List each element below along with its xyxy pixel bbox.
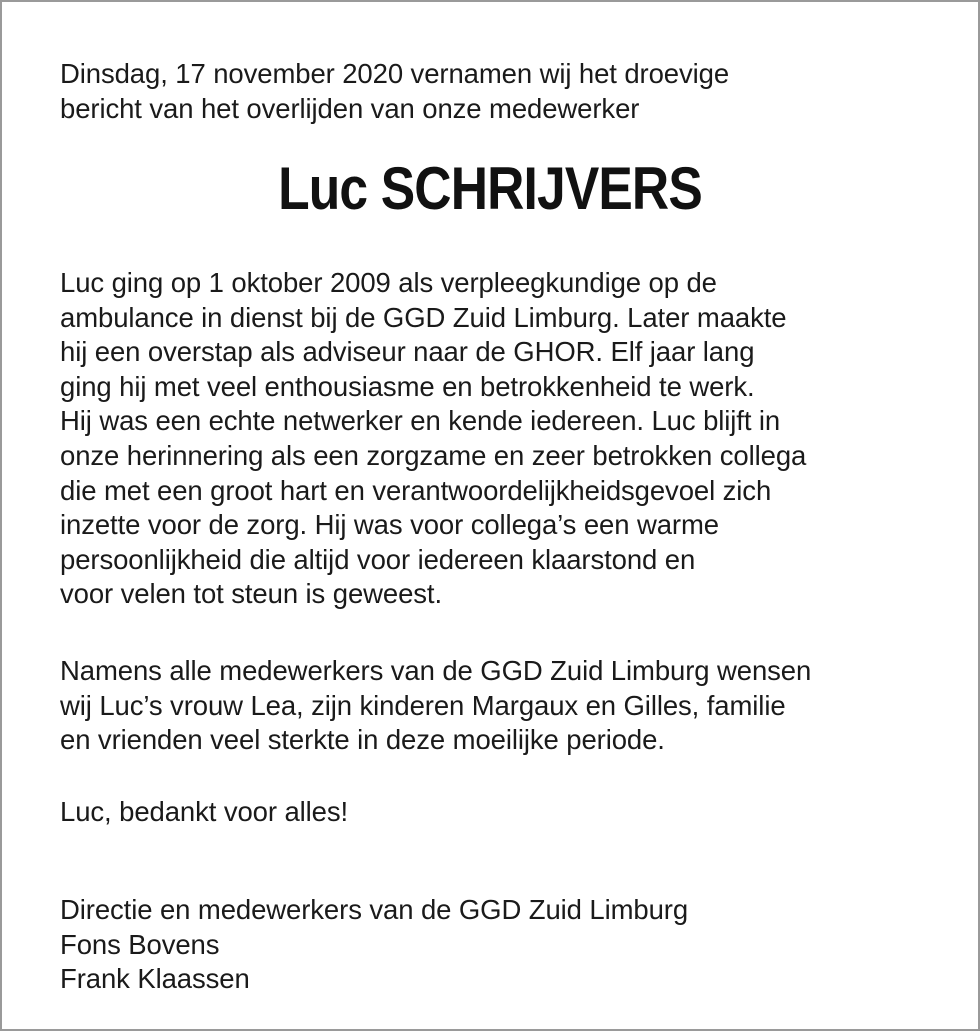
condolence-paragraph: [60, 654, 811, 758]
tribute-line: ambulance in dienst bij de GGD Zuid Limburg. Later maakte: [60, 301, 787, 333]
deceased-name: Luc SCHRIJVERS: [278, 155, 702, 222]
intro-line: Dinsdag, 17 november 2020 vernamen wij het droevige: [60, 58, 730, 89]
closing-text: Luc, bedankt voor alles!: [60, 796, 349, 827]
signatory-name: Frank Klaassen: [60, 963, 250, 995]
signature-organization: Directie en medewerkers van de GGD Zuid Limburg: [60, 894, 689, 925]
closing-line: [60, 795, 348, 830]
signature-block: [60, 893, 688, 997]
tribute-line: Hij was een echte netwerker en kende iedereen. Luc blijft in: [60, 405, 781, 437]
intro-paragraph: [60, 57, 729, 126]
tribute-line: hij een overstap als adviseur naar de GHOR. Elf jaar lang: [60, 336, 755, 368]
tribute-line: onze herinnering als een zorgzame en zeer betrokken collega: [60, 439, 807, 471]
signatory-name: Fons Bovens: [60, 928, 220, 960]
tribute-line: ging hij met veel enthousiasme en betrokkenheid te werk.: [60, 370, 755, 402]
condolence-line: en vrienden veel sterkte in deze moeilijke periode.: [60, 724, 665, 756]
tribute-line: persoonlijkheid die altijd voor iedereen klaarstond en: [60, 543, 696, 575]
tribute-line: Luc ging op 1 oktober 2009 als verpleegkundige op de: [60, 267, 717, 298]
condolence-line: wij Luc’s vrouw Lea, zijn kinderen Margaux en Gilles, familie: [60, 689, 786, 721]
tribute-line: voor velen tot steun is geweest.: [60, 578, 443, 610]
intro-line: bericht van het overlijden van onze medewerker: [60, 92, 640, 124]
tribute-line: inzette voor de zorg. Hij was voor collega’s een warme: [60, 509, 719, 541]
tribute-line: die met een groot hart en verantwoordelijkheidsgevoel zich: [60, 474, 772, 506]
condolence-line: Namens alle medewerkers van de GGD Zuid Limburg wensen: [60, 655, 812, 686]
tribute-paragraph: [60, 266, 806, 612]
